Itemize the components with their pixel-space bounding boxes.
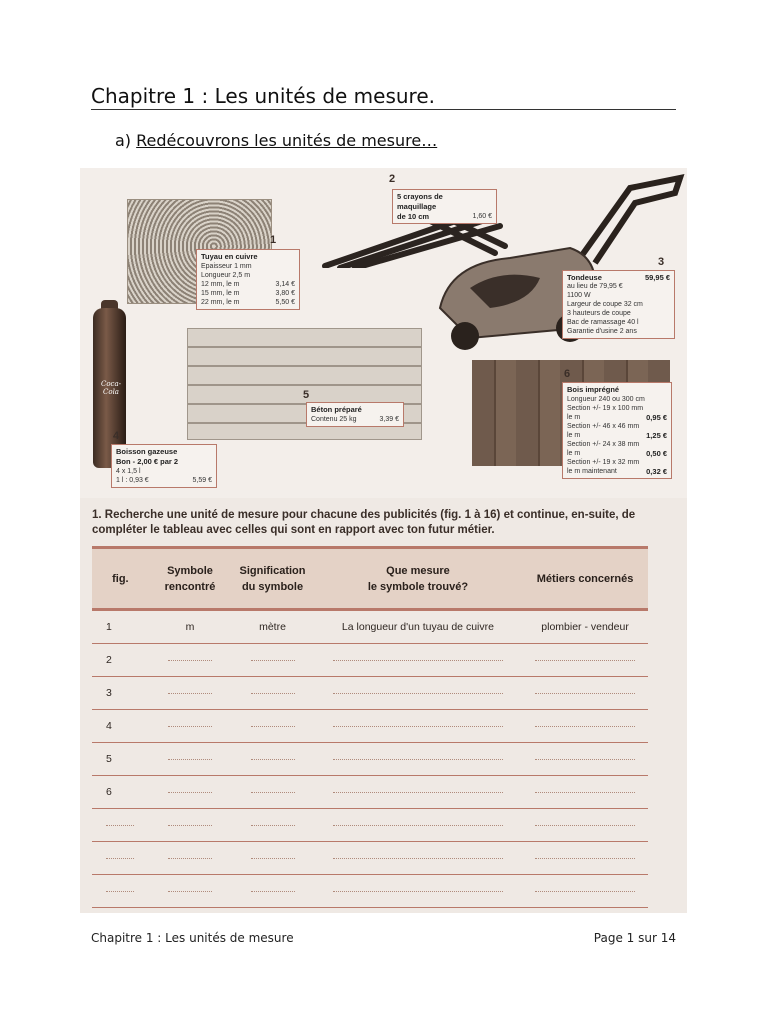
ad-number-5: 5 bbox=[303, 389, 310, 401]
cell-text: 5 bbox=[106, 753, 112, 765]
ad-pencils-title: de 10 cm bbox=[397, 212, 430, 221]
ad-drink-price: 5,59 € bbox=[192, 477, 212, 484]
header-fig: fig. bbox=[92, 548, 149, 610]
blank-answer-line bbox=[168, 857, 212, 859]
table-cell-symbol bbox=[149, 610, 232, 644]
table-cell-meaning bbox=[231, 677, 314, 710]
cell-text: 3 bbox=[106, 687, 112, 699]
table-row bbox=[92, 842, 648, 875]
blank-answer-line bbox=[535, 824, 635, 826]
ad-drink-line: 4 x 1,5 l bbox=[116, 468, 141, 475]
cell-text: mètre bbox=[259, 621, 286, 633]
ad-tube-price: 3,80 € bbox=[275, 290, 295, 297]
table-cell-fig bbox=[92, 809, 149, 842]
soda-brand-logo: Coca-Cola bbox=[100, 380, 122, 396]
table-cell-measures bbox=[314, 776, 522, 809]
ad-wood-price: 0,95 € bbox=[646, 413, 667, 422]
ad-pencils-price: 1,60 € bbox=[472, 213, 492, 220]
table-cell-symbol bbox=[149, 776, 232, 809]
table-cell-jobs bbox=[522, 743, 648, 776]
cell-text: 2 bbox=[106, 654, 112, 666]
table-cell-meaning bbox=[231, 710, 314, 743]
table-header-row bbox=[92, 548, 648, 610]
ad-pencils-title: maquillage bbox=[397, 202, 437, 211]
cell-text: 6 bbox=[106, 786, 112, 798]
ad-tube-line: Epaisseur 1 mm bbox=[201, 263, 252, 270]
table-cell-fig bbox=[92, 677, 149, 710]
cell-text: m bbox=[185, 621, 195, 633]
table-cell-measures bbox=[314, 610, 522, 644]
table-cell-jobs bbox=[522, 842, 648, 875]
table-row bbox=[92, 809, 648, 842]
table-cell-symbol bbox=[149, 875, 232, 908]
blank-answer-line bbox=[333, 659, 503, 661]
cell-text: 1 bbox=[106, 621, 112, 633]
blank-answer-line bbox=[535, 857, 635, 859]
ad-label-tube bbox=[196, 249, 300, 310]
ad-tube-price: 5,50 € bbox=[275, 299, 295, 306]
blank-answer-line bbox=[333, 890, 503, 892]
table-cell-fig bbox=[92, 610, 149, 644]
table-cell-fig bbox=[92, 644, 149, 677]
table-cell-measures bbox=[314, 875, 522, 908]
blank-answer-line bbox=[535, 659, 635, 661]
table-cell-meaning bbox=[231, 610, 314, 644]
blank-answer-line bbox=[168, 659, 212, 661]
ad-tube-line: Longueur 2,5 m bbox=[201, 272, 251, 279]
blank-answer-line bbox=[333, 791, 503, 793]
answer-table-wrapper bbox=[92, 546, 648, 908]
table-cell-meaning bbox=[231, 809, 314, 842]
ad-concrete-title: Béton préparé bbox=[311, 405, 362, 414]
blank-answer-line bbox=[251, 692, 295, 694]
ad-mower-line: Largeur de coupe 32 cm bbox=[567, 301, 643, 308]
ad-mower-line: 1100 W bbox=[567, 292, 591, 299]
blank-answer-line bbox=[251, 791, 295, 793]
blank-answer-line bbox=[535, 725, 635, 727]
table-cell-meaning bbox=[231, 644, 314, 677]
footer-chapter: Chapitre 1 : Les unités de mesure bbox=[91, 931, 294, 945]
header-symbol: Symbole rencontré bbox=[149, 548, 232, 610]
blank-answer-line bbox=[535, 791, 635, 793]
blank-answer-line bbox=[251, 857, 295, 859]
table-cell-jobs bbox=[522, 710, 648, 743]
table-cell-symbol bbox=[149, 677, 232, 710]
scanned-worksheet bbox=[80, 168, 687, 913]
table-cell-symbol bbox=[149, 842, 232, 875]
ad-tube-title: Tuyau en cuivre bbox=[201, 252, 258, 261]
table-cell-jobs bbox=[522, 644, 648, 677]
table-row bbox=[92, 875, 648, 908]
ad-wood-title: Bois imprégné bbox=[567, 385, 620, 394]
table-cell-meaning bbox=[231, 776, 314, 809]
table-cell-measures bbox=[314, 710, 522, 743]
footer-page-number: Page 1 sur 14 bbox=[593, 931, 676, 945]
blank-answer-line bbox=[168, 890, 212, 892]
blank-answer-line bbox=[333, 758, 503, 760]
table-row bbox=[92, 710, 648, 743]
table-cell-fig bbox=[92, 842, 149, 875]
ad-label-drink bbox=[111, 444, 217, 488]
exercise-question: 1. Recherche une unité de mesure pour chacune des publicités (fig. 1 à 16) et continue, en-suite, de compléter le tableau avec celles qui sont en rapport avec ton futur métier. bbox=[92, 509, 636, 536]
ad-mower-line: 3 hauteurs de coupe bbox=[567, 310, 631, 317]
blank-answer-line bbox=[106, 824, 134, 826]
table-cell-jobs bbox=[522, 809, 648, 842]
table-cell-fig bbox=[92, 875, 149, 908]
blank-answer-line bbox=[168, 725, 212, 727]
ad-wood-price: 0,32 € bbox=[646, 467, 667, 476]
table-cell-measures bbox=[314, 644, 522, 677]
blank-answer-line bbox=[333, 857, 503, 859]
header-jobs: Métiers concernés bbox=[522, 548, 648, 610]
ad-number-2: 2 bbox=[389, 173, 396, 185]
ad-pencils-title: 5 crayons de bbox=[397, 192, 443, 201]
blank-answer-line bbox=[168, 791, 212, 793]
ad-label-mower bbox=[562, 270, 675, 339]
table-cell-measures bbox=[314, 677, 522, 710]
blank-answer-line bbox=[251, 758, 295, 760]
ad-label-concrete bbox=[306, 402, 404, 427]
table-cell-fig bbox=[92, 710, 149, 743]
ad-label-wood bbox=[562, 382, 672, 479]
table-cell-fig bbox=[92, 743, 149, 776]
table-cell-jobs bbox=[522, 610, 648, 644]
table-row bbox=[92, 644, 648, 677]
section-prefix: a) bbox=[115, 131, 132, 150]
ad-number-6: 6 bbox=[564, 368, 571, 380]
header-measures: Que mesure le symbole trouvé? bbox=[314, 548, 522, 610]
table-cell-meaning bbox=[231, 842, 314, 875]
ad-wood-row: Section +/- 46 x 46 mm bbox=[567, 423, 640, 430]
section-heading bbox=[115, 131, 437, 150]
table-cell-symbol bbox=[149, 809, 232, 842]
cell-text: La longueur d'un tuyau de cuivre bbox=[341, 621, 494, 633]
table-cell-fig bbox=[92, 776, 149, 809]
ad-mower-line: Garantie d'usine 2 ans bbox=[567, 328, 637, 335]
blank-answer-line bbox=[333, 692, 503, 694]
cell-text: plombier - vendeur bbox=[541, 621, 629, 633]
ad-drink-title: Boisson gazeuse bbox=[116, 447, 178, 456]
ad-drink-unit-price: 1 l : 0,93 € bbox=[116, 477, 149, 484]
table-row bbox=[92, 776, 648, 809]
table-cell-symbol bbox=[149, 644, 232, 677]
table-cell-measures bbox=[314, 809, 522, 842]
ad-mower-price: 59,95 € bbox=[644, 273, 670, 282]
ad-number-1: 1 bbox=[270, 234, 277, 246]
ad-concrete-content: Contenu 25 kg bbox=[311, 416, 357, 423]
ad-tube-size: 22 mm, le m bbox=[201, 299, 240, 306]
table-cell-symbol bbox=[149, 710, 232, 743]
blank-answer-line bbox=[333, 725, 503, 727]
blank-answer-line bbox=[168, 692, 212, 694]
blank-answer-line bbox=[168, 758, 212, 760]
section-title: Redécouvrons les unités de mesure… bbox=[136, 131, 438, 150]
table-body bbox=[92, 610, 648, 908]
ad-tube-size: 15 mm, le m bbox=[201, 290, 240, 297]
ad-concrete-price: 3,39 € bbox=[379, 416, 399, 423]
ad-wood-row: le m bbox=[567, 450, 581, 457]
blank-answer-line bbox=[251, 725, 295, 727]
ad-number-3: 3 bbox=[658, 256, 665, 268]
blank-answer-line bbox=[106, 890, 134, 892]
page-title: Chapitre 1 : Les unités de mesure. bbox=[91, 84, 436, 108]
blank-answer-line bbox=[106, 857, 134, 859]
cell-text: 4 bbox=[106, 720, 112, 732]
blank-answer-line bbox=[333, 824, 503, 826]
ad-wood-row: Section +/- 24 x 38 mm bbox=[567, 441, 640, 448]
ad-mower-title: Tondeuse bbox=[567, 273, 602, 282]
ad-wood-row: le m bbox=[567, 414, 581, 421]
answer-table bbox=[92, 546, 648, 908]
table-cell-jobs bbox=[522, 776, 648, 809]
table-cell-symbol bbox=[149, 743, 232, 776]
blank-answer-line bbox=[251, 890, 295, 892]
blank-answer-line bbox=[251, 824, 295, 826]
blank-answer-line bbox=[535, 692, 635, 694]
ad-wood-row: Section +/- 19 x 100 mm bbox=[567, 405, 644, 412]
table-cell-measures bbox=[314, 842, 522, 875]
ad-mower-line: Bac de ramassage 40 l bbox=[567, 319, 639, 326]
title-rule bbox=[91, 109, 676, 110]
ad-wood-row: le m maintenant bbox=[567, 468, 617, 475]
ad-tube-price: 3,14 € bbox=[275, 281, 295, 288]
table-cell-jobs bbox=[522, 677, 648, 710]
table-row bbox=[92, 677, 648, 710]
table-cell-meaning bbox=[231, 743, 314, 776]
ad-wood-price: 1,25 € bbox=[646, 431, 667, 440]
table-cell-meaning bbox=[231, 875, 314, 908]
ad-wood-row: le m bbox=[567, 432, 581, 439]
table-cell-measures bbox=[314, 743, 522, 776]
header-meaning: Signification du symbole bbox=[231, 548, 314, 610]
ad-tube-size: 12 mm, le m bbox=[201, 281, 240, 288]
table-row bbox=[92, 743, 648, 776]
table-row bbox=[92, 610, 648, 644]
blank-answer-line bbox=[535, 758, 635, 760]
ad-mower-line: au lieu de 79,95 € bbox=[567, 283, 623, 290]
blank-answer-line bbox=[168, 824, 212, 826]
ad-wood-length: Longueur 240 ou 300 cm bbox=[567, 396, 645, 403]
ad-number-4: 4 bbox=[113, 430, 120, 442]
ad-drink-line: Bon - 2,00 € par 2 bbox=[116, 457, 179, 466]
ad-wood-price: 0,50 € bbox=[646, 449, 667, 458]
table-cell-jobs bbox=[522, 875, 648, 908]
blank-answer-line bbox=[535, 890, 635, 892]
ad-wood-row: Section +/- 19 x 32 mm bbox=[567, 459, 640, 466]
blank-answer-line bbox=[251, 659, 295, 661]
